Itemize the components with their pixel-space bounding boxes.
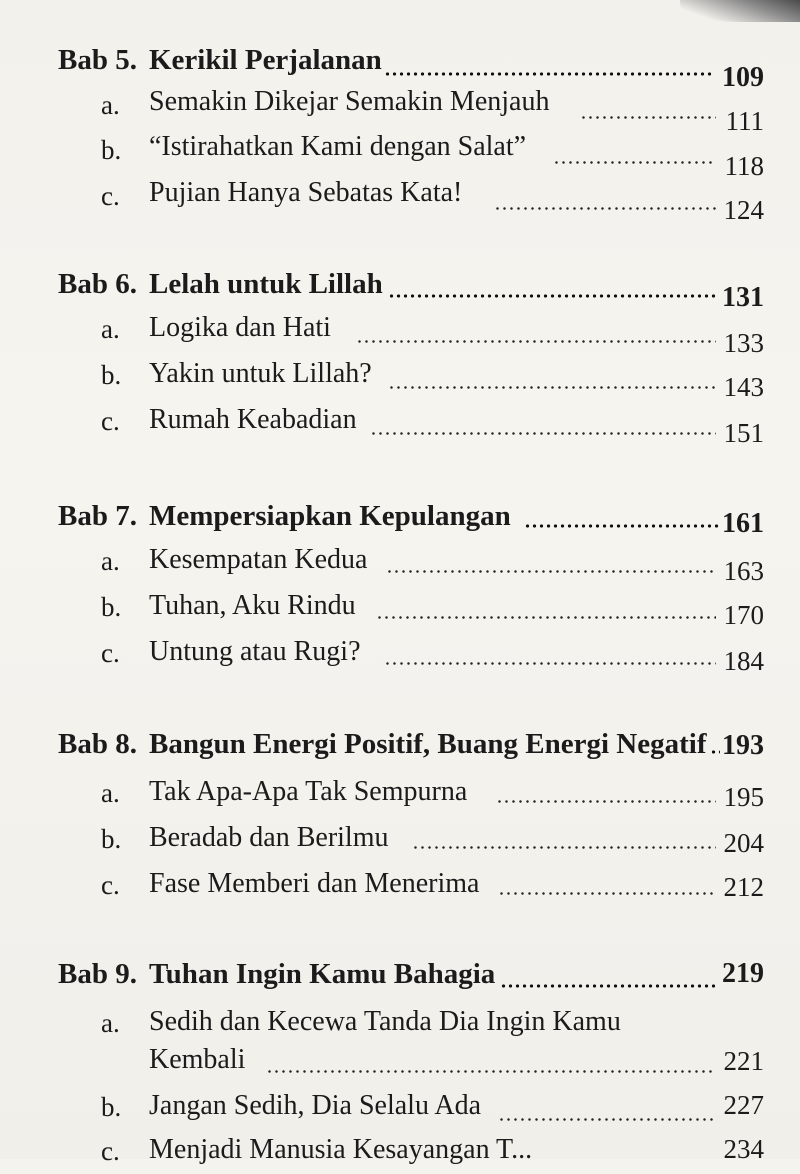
entry-letter: c. bbox=[101, 1136, 120, 1166]
entry-letter: c. bbox=[101, 406, 120, 436]
entry-letter: c. bbox=[101, 181, 120, 211]
entry-page-number: 133 bbox=[723, 328, 764, 358]
chapter-number: Bab 9. bbox=[58, 958, 137, 990]
toc-entry bbox=[0, 1134, 800, 1174]
leader-dots bbox=[370, 432, 716, 435]
chapter-title: Kerikil Perjalanan bbox=[149, 44, 382, 76]
entry-page-number: 212 bbox=[723, 872, 764, 902]
entry-letter: a. bbox=[101, 546, 120, 576]
entry-page-number: 227 bbox=[723, 1090, 764, 1120]
entry-page-number: 143 bbox=[723, 372, 764, 402]
entry-page-number: 221 bbox=[723, 1046, 764, 1076]
entry-title: Sedih dan Kecewa Tanda Dia Ingin Kamu bbox=[149, 1006, 621, 1037]
entry-title: Logika dan Hati bbox=[149, 312, 331, 343]
toc-entry bbox=[0, 177, 800, 225]
chapter-title: Mempersiapkan Kepulangan bbox=[149, 500, 511, 532]
chapter-title: Tuhan Ingin Kamu Bahagia bbox=[149, 958, 496, 990]
entry-letter: a. bbox=[101, 1008, 120, 1038]
toc-entry bbox=[0, 636, 800, 676]
chapter-page-number: 109 bbox=[722, 62, 764, 93]
leader-dots bbox=[500, 984, 716, 988]
entry-title: Menjadi Manusia Kesayangan T... bbox=[149, 1134, 533, 1165]
entry-title: Pujian Hanya Sebatas Kata! bbox=[149, 177, 463, 208]
entry-title-continued: Kembali bbox=[149, 1044, 246, 1075]
page-corner-shadow bbox=[680, 0, 800, 22]
toc-entry bbox=[0, 544, 800, 584]
leader-dots bbox=[494, 207, 716, 210]
entry-letter: a. bbox=[101, 314, 120, 344]
toc-entry bbox=[0, 822, 800, 862]
leader-dots bbox=[710, 750, 720, 754]
entry-page-number: 184 bbox=[723, 646, 764, 676]
chapter-number: Bab 5. bbox=[58, 44, 137, 76]
entry-title: Yakin untuk Lillah? bbox=[149, 358, 372, 389]
toc-entry bbox=[0, 131, 800, 181]
entry-page-number: 170 bbox=[723, 600, 764, 630]
entry-title: Tuhan, Aku Rindu bbox=[149, 590, 356, 621]
chapter-title: Lelah untuk Lillah bbox=[149, 268, 383, 300]
toc-entry-continuation bbox=[0, 1044, 800, 1084]
toc-entry bbox=[0, 590, 800, 630]
chapter-number: Bab 6. bbox=[58, 268, 137, 300]
entry-page-number: 234 bbox=[723, 1134, 764, 1164]
leader-dots bbox=[496, 800, 716, 803]
toc-entry bbox=[0, 868, 800, 908]
entry-page-number: 204 bbox=[723, 828, 764, 858]
entry-title: Beradab dan Berilmu bbox=[149, 822, 389, 853]
entry-letter: c. bbox=[101, 870, 120, 900]
entry-letter: b. bbox=[101, 824, 122, 854]
leader-dots bbox=[580, 116, 716, 119]
leader-dots bbox=[524, 524, 720, 528]
entry-page-number: 163 bbox=[723, 556, 764, 586]
chapter-row bbox=[0, 728, 800, 768]
leader-dots bbox=[498, 892, 716, 895]
entry-letter: b. bbox=[101, 360, 122, 390]
entry-title: Tak Apa-Apa Tak Sempurna bbox=[149, 776, 468, 807]
chapter-page-number: 161 bbox=[722, 508, 764, 539]
toc-entry bbox=[0, 776, 800, 816]
chapter-page-number: 131 bbox=[722, 282, 764, 313]
leader-dots bbox=[376, 616, 716, 619]
leader-dots bbox=[388, 294, 718, 298]
entry-page-number: 195 bbox=[723, 782, 764, 812]
chapter-number: Bab 7. bbox=[58, 500, 137, 532]
entry-title: Jangan Sedih, Dia Selalu Ada bbox=[149, 1090, 482, 1121]
entry-letter: b. bbox=[101, 1092, 122, 1122]
entry-letter: c. bbox=[101, 638, 120, 668]
leader-dots bbox=[412, 846, 716, 849]
chapter-number: Bab 8. bbox=[58, 728, 137, 760]
entry-page-number: 151 bbox=[723, 418, 764, 448]
entry-letter: b. bbox=[101, 135, 122, 165]
entry-title: Semakin Dikejar Semakin Menjauh bbox=[149, 86, 550, 117]
chapter-row bbox=[0, 500, 800, 540]
chapter-row bbox=[0, 958, 800, 998]
toc-entry bbox=[0, 1006, 800, 1046]
chapter-title: Bangun Energi Positif, Buang Energi Negatif bbox=[149, 728, 707, 760]
leader-dots bbox=[388, 386, 716, 389]
entry-letter: b. bbox=[101, 592, 122, 622]
toc-entry bbox=[0, 86, 800, 136]
entry-page-number: 124 bbox=[723, 195, 764, 225]
chapter-page-number: 193 bbox=[722, 730, 764, 761]
leader-dots bbox=[356, 340, 716, 343]
entry-letter: a. bbox=[101, 90, 120, 120]
entry-title: Untung atau Rugi? bbox=[149, 636, 361, 667]
toc-entry bbox=[0, 404, 800, 448]
entry-title: Fase Memberi dan Menerima bbox=[149, 868, 480, 899]
chapter-row bbox=[0, 268, 800, 313]
leader-dots bbox=[384, 72, 714, 76]
toc-entry bbox=[0, 1090, 800, 1130]
entry-title: Rumah Keabadian bbox=[149, 404, 357, 435]
entry-page-number: 111 bbox=[725, 106, 764, 136]
chapter-page-number: 219 bbox=[722, 958, 764, 989]
leader-dots bbox=[553, 161, 716, 164]
entry-title: Kesempatan Kedua bbox=[149, 544, 368, 575]
leader-dots bbox=[498, 1118, 716, 1121]
entry-page-number: 118 bbox=[724, 151, 764, 181]
entry-letter: a. bbox=[101, 778, 120, 808]
toc-entry bbox=[0, 312, 800, 358]
leader-dots bbox=[266, 1070, 716, 1073]
chapter-row bbox=[0, 44, 800, 93]
leader-dots bbox=[384, 662, 716, 665]
entry-title: “Istirahatkan Kami dengan Salat” bbox=[149, 131, 527, 162]
toc-entry bbox=[0, 358, 800, 402]
leader-dots bbox=[386, 570, 716, 573]
